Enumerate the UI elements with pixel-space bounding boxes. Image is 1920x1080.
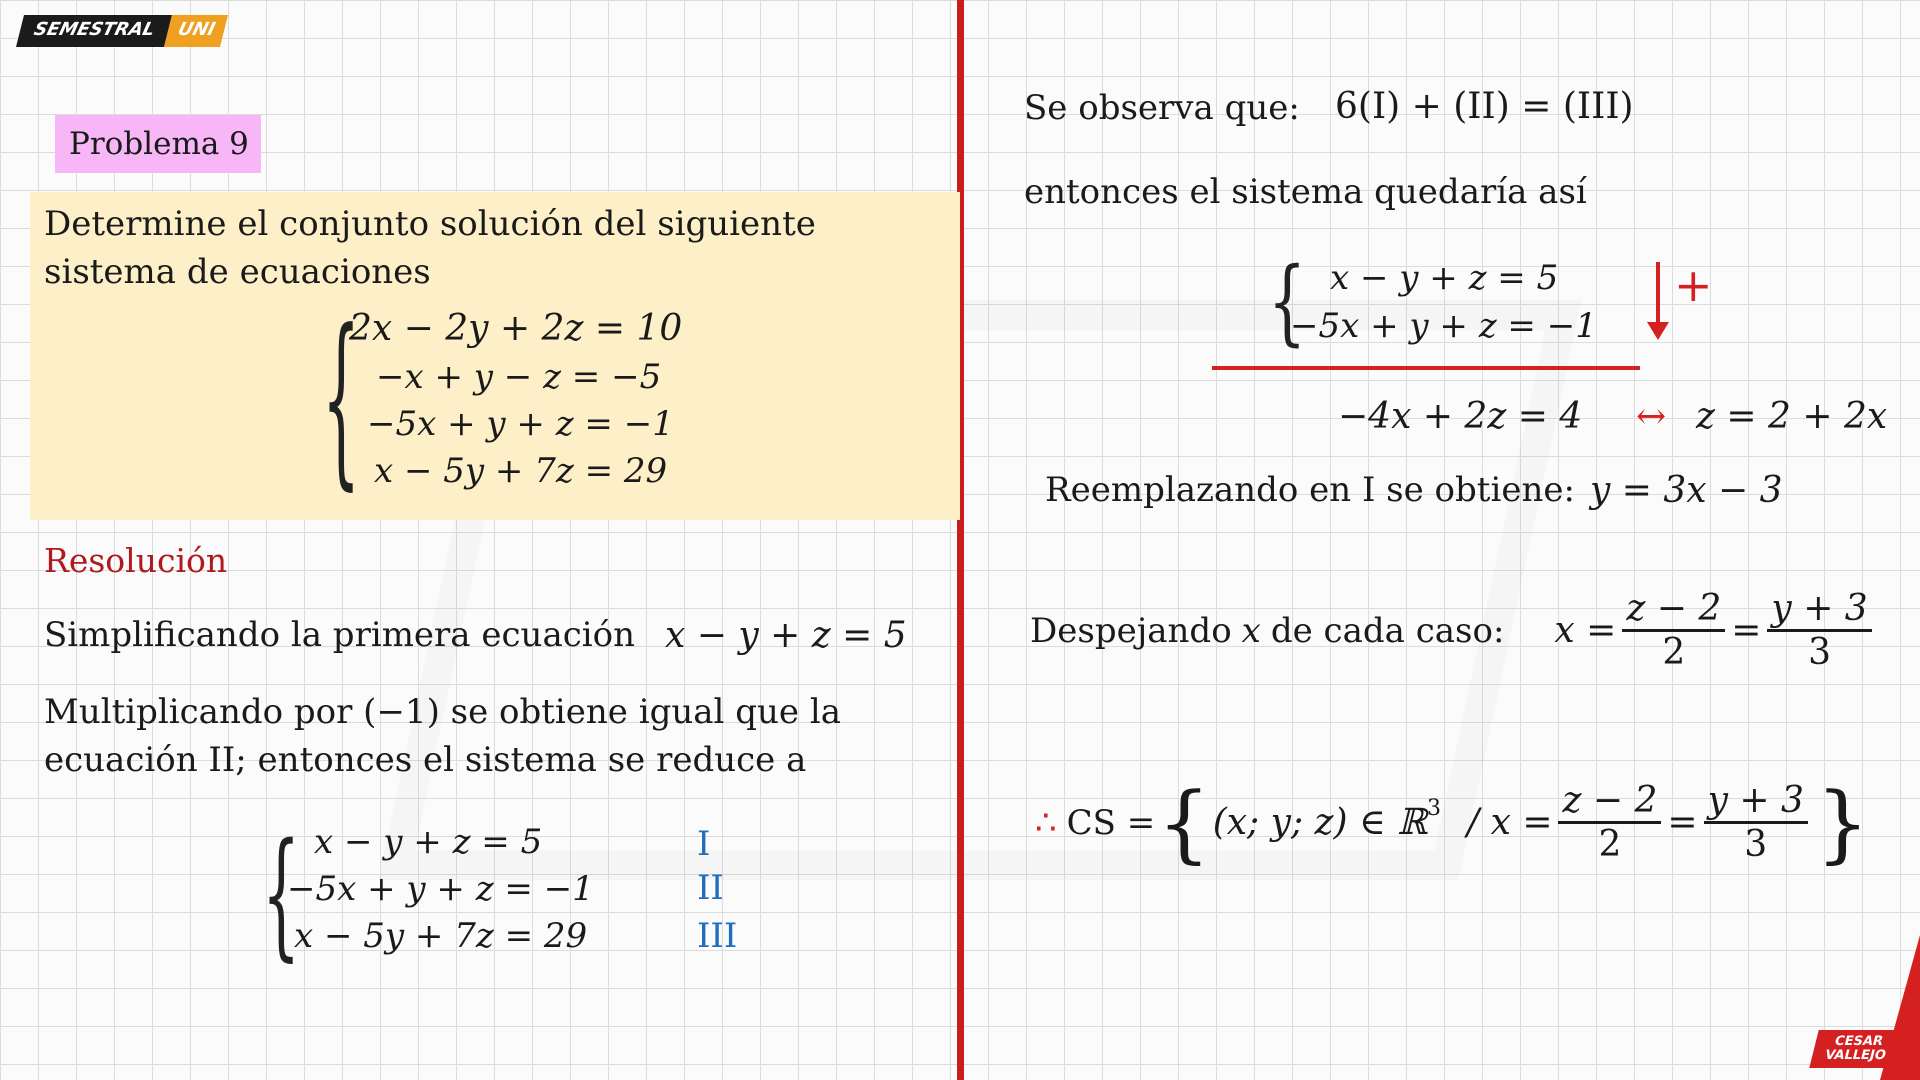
cs-fraction-2 [1704,780,1808,865]
resolution-label: Resolución [44,541,228,580]
brand-semestral: SEMESTRAL [16,15,172,47]
reduced-eq-1: x − y + z = 5 [314,822,543,862]
reduced-tag-3: III [697,916,738,956]
x-eq-lhs: x = [1554,610,1617,651]
reduced-eq-2: −5x + y + z = −1 [287,869,594,909]
column-divider [957,0,964,1080]
cs-condition: / x = [1467,802,1553,843]
cs-label: CS = [1066,802,1156,843]
cs-fraction-2-numerator: y + 3 [1707,780,1804,821]
observe-equation: 6(I) + (II) = (III) [1335,86,1634,127]
cs-fraction-equals: = [1667,802,1698,843]
step2-line1: Multiplicando por (−1) se obtiene igual que la [44,692,841,732]
fraction-1 [1622,588,1725,673]
brand-badge [16,15,228,47]
problem-tag: Problema 9 [55,115,261,173]
then-text: entonces el sistema quedaría así [1024,172,1587,212]
brand-uni: UNI [164,15,228,47]
reduced-tag-1: I [697,824,711,864]
reduced-system-brace: { [262,815,301,976]
problem-eq-1: 2x − 2y + 2z = 10 [349,308,683,349]
observe-label: Se observa que: [1024,88,1300,128]
sum-result: −4x + 2z = 4 [1338,396,1583,437]
despejando-text: Despejando [1030,610,1232,651]
cs-power: 3 [1427,796,1441,821]
fraction-2 [1767,588,1871,673]
fraction-2-denominator: 3 [1808,632,1832,673]
sum-line [1212,366,1640,370]
cs-fraction-1 [1558,780,1661,865]
fraction-1-denominator: 2 [1662,632,1686,673]
sum-arrow-down [1656,262,1660,328]
z-result: z = 2 + 2x [1696,396,1888,437]
problem-statement: Determine el conjunto solución del siguiente sistema de ecuaciones [44,204,816,292]
despejando-line [1030,588,1878,673]
logo-line2: VALLEJO [1823,1048,1888,1063]
cs-brace-left: { [1157,773,1211,872]
logo-line1: CESAR [1833,1034,1885,1049]
step2-line2: ecuación II; entonces el sistema se reduce a [44,740,807,780]
cs-set-left: (x; y; z) ∈ ℝ [1212,802,1427,843]
equivalence-arrow: ↔ [1636,396,1667,437]
fraction-2-numerator: y + 3 [1771,588,1868,629]
sum-eq-1: x − y + z = 5 [1330,258,1559,298]
therefore-icon: ∴ [1035,802,1057,843]
problem-system-brace: { [322,292,361,509]
cs-fraction-1-denominator: 2 [1598,824,1622,865]
problem-eq-2: −x + y − z = −5 [376,357,662,397]
replace-text: Reemplazando en I se obtiene: [1045,470,1575,510]
despejando-var: x [1241,610,1261,651]
fraction-equals: = [1731,610,1762,651]
cs-fraction-1-numerator: z − 2 [1562,780,1658,821]
sum-eq-2: −5x + y + z = −1 [1290,306,1597,346]
despejando-rest: de cada caso: [1270,610,1505,651]
reduced-eq-3: x − 5y + 7z = 29 [294,916,588,956]
cesar-vallejo-logo [1809,1030,1904,1068]
cs-brace-right: } [1815,773,1870,872]
fraction-1-numerator: z − 2 [1626,588,1722,629]
solution-set-line [1035,773,1870,872]
problem-eq-3: −5x + y + z = −1 [367,404,674,444]
step1-text: Simplificando la primera ecuación [44,615,635,655]
sum-system-brace: { [1268,248,1307,357]
reduced-tag-2: II [697,868,724,908]
sum-plus-sign: + [1674,258,1713,312]
cs-fraction-2-denominator: 3 [1744,824,1768,865]
problem-eq-4: x − 5y + 7z = 29 [374,451,668,491]
step1-equation: x − y + z = 5 [665,615,907,656]
y-result: y = 3x − 3 [1590,470,1783,511]
sum-arrow-head [1647,322,1669,340]
